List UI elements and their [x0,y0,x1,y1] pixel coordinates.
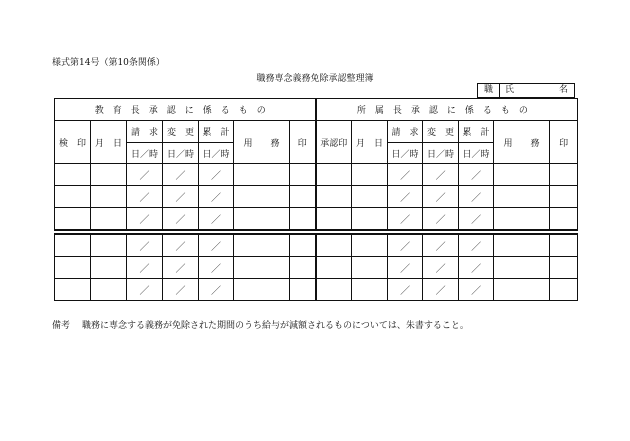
slash-cell: ／ [423,279,459,301]
cell [352,234,388,257]
table-row [55,234,578,257]
col-request-right: 請 求 [388,121,423,143]
cell [234,234,290,257]
col-date-right: 月 日 [352,121,388,164]
cell [55,257,91,279]
cell [316,186,352,208]
slash-cell: ／ [459,257,494,279]
cell [352,164,388,186]
col-seal-left: 印 [290,121,316,164]
right-section-title: 所属長承認に係るもの [316,99,578,121]
table-row [55,208,578,231]
left-section-title: 教育長承認に係るもの [55,99,316,121]
cell [352,186,388,208]
slash-cell: ／ [163,234,199,257]
name-box-shoku: 職 [478,84,500,97]
col-date-left: 月 日 [91,121,127,164]
unit-request-right: 日／時 [388,143,423,164]
slash-cell: ／ [388,186,423,208]
cell [234,279,290,301]
cell [550,164,578,186]
cell [290,279,316,301]
cell [352,257,388,279]
slash-cell: ／ [423,257,459,279]
cell [234,186,290,208]
cell [316,257,352,279]
cell [316,208,352,231]
cell [352,279,388,301]
cell [494,164,550,186]
unit-change-left: 日／時 [163,143,199,164]
col-request-left: 請 求 [127,121,163,143]
cell [494,234,550,257]
slash-cell: ／ [388,234,423,257]
slash-cell: ／ [459,279,494,301]
slash-cell: ／ [199,164,234,186]
cell [550,257,578,279]
col-change-right: 変 更 [423,121,459,143]
cell [550,186,578,208]
col-total-left: 累 計 [199,121,234,143]
slash-cell: ／ [459,234,494,257]
cell [316,279,352,301]
unit-total-right: 日／時 [459,143,494,164]
cell [290,164,316,186]
unit-request-left: 日／時 [127,143,163,164]
cell [550,234,578,257]
cell [91,234,127,257]
cell [55,234,91,257]
col-business-right: 用 務 [494,121,550,164]
col-total-right: 累 計 [459,121,494,143]
cell [91,208,127,231]
slash-cell: ／ [163,208,199,231]
cell [550,279,578,301]
cell [494,208,550,231]
note [52,318,469,331]
slash-cell: ／ [163,257,199,279]
slash-cell: ／ [423,186,459,208]
slash-cell: ／ [459,208,494,231]
table-row [55,186,578,208]
slash-cell: ／ [163,279,199,301]
slash-cell: ／ [127,257,163,279]
slash-cell: ／ [199,186,234,208]
slash-cell: ／ [163,164,199,186]
slash-cell: ／ [423,164,459,186]
ledger-table [54,98,578,301]
slash-cell: ／ [199,208,234,231]
cell [234,257,290,279]
unit-change-right: 日／時 [423,143,459,164]
slash-cell: ／ [199,234,234,257]
slash-cell: ／ [127,186,163,208]
slash-cell: ／ [388,279,423,301]
slash-cell: ／ [423,234,459,257]
slash-cell: ／ [127,279,163,301]
slash-cell: ／ [199,279,234,301]
cell [91,164,127,186]
form-number: 様式第14号（第10条関係） [52,58,165,68]
note-text: 職務に専念する義務が免除された期間のうち給与が減額されるものについては、朱書すること。 [82,321,469,331]
name-box-mei: 名 [558,85,568,95]
slash-cell: ／ [388,257,423,279]
cell [55,208,91,231]
cell [494,257,550,279]
cell [234,208,290,231]
cell [352,208,388,231]
cell [290,257,316,279]
cell [91,186,127,208]
slash-cell: ／ [163,186,199,208]
table-row [55,257,578,279]
cell [494,186,550,208]
col-approve-seal: 承認印 [316,121,352,164]
slash-cell: ／ [459,186,494,208]
name-box-shi: 氏 [505,85,515,95]
unit-total-left: 日／時 [199,143,234,164]
name-box [477,83,575,98]
cell [316,164,352,186]
slash-cell: ／ [127,164,163,186]
cell [550,208,578,231]
cell [234,164,290,186]
cell [55,279,91,301]
cell [316,234,352,257]
col-change-left: 変 更 [163,121,199,143]
cell [290,208,316,231]
table-row [55,164,578,186]
slash-cell: ／ [127,208,163,231]
table-row [55,279,578,301]
col-seal-right: 印 [550,121,578,164]
col-business-left: 用 務 [234,121,290,164]
cell [494,279,550,301]
slash-cell: ／ [388,208,423,231]
cell [55,164,91,186]
note-label: 備考 [52,321,71,331]
cell [91,279,127,301]
slash-cell: ／ [423,208,459,231]
cell [290,234,316,257]
slash-cell: ／ [199,257,234,279]
cell [55,186,91,208]
col-inspect: 検 印 [55,121,91,164]
slash-cell: ／ [127,234,163,257]
slash-cell: ／ [388,164,423,186]
cell [290,186,316,208]
slash-cell: ／ [459,164,494,186]
cell [91,257,127,279]
document-title: 職務専念義務免除承認整理簿 [256,74,374,84]
